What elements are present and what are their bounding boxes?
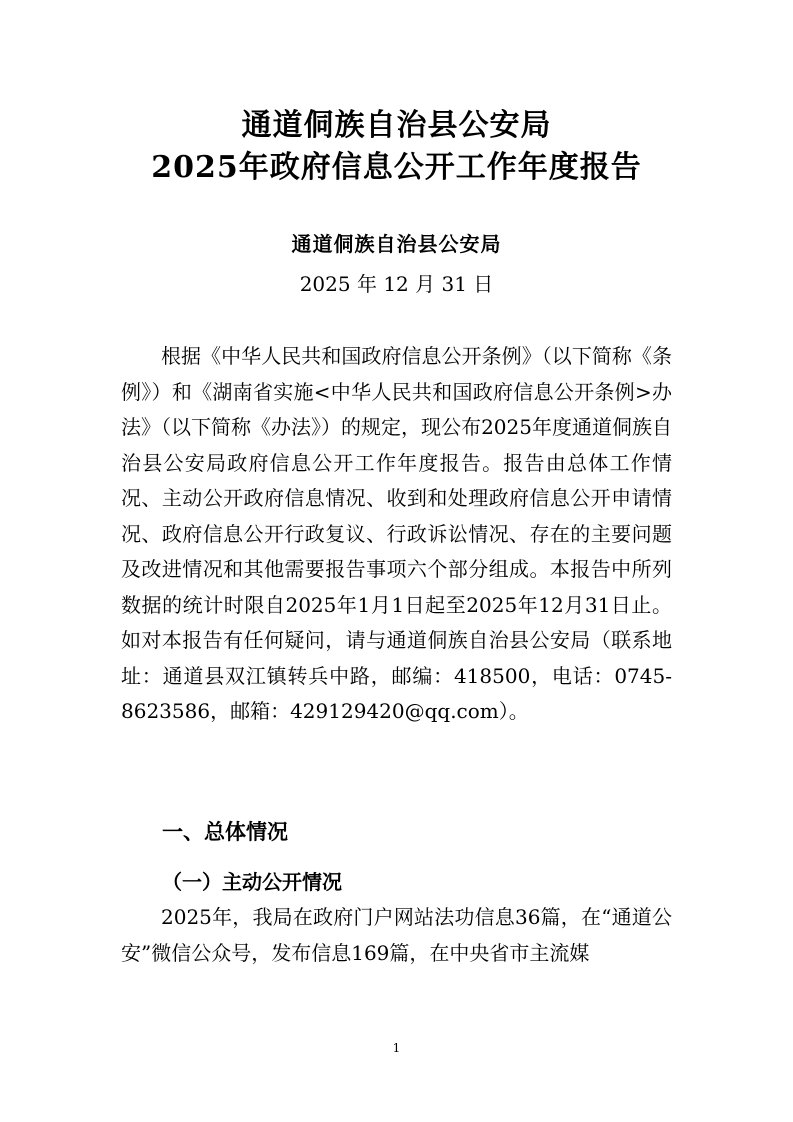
- document-title-line-2: 2025年政府信息公开工作年度报告: [151, 150, 642, 185]
- issuing-organization: 通道侗族自治县公安局: [291, 232, 502, 256]
- section-heading-overview: 一、总体情况: [162, 820, 288, 844]
- issue-date: 2025 年 12 月 31 日: [299, 272, 494, 296]
- intro-paragraph: 根据《中华人民共和国政府信息公开条例》（以下简称《条例》）和《湖南省实施<中华人民共和国政府信息公开条例>办法》（以下简称《办法》）的规定，现公布2025年度通道侗族自治县公安局政府信息公开工作年度报告。报告由总体工作情况、主动公开政府信息情况、收到和处理政府信息公开申请情况、政府信息公开行政复议、行政诉讼情况、存在的主要问题及改进情况和其他需要报告事项六个部分组成。本报告中所列数据的统计时限自2025年1月1日起至2025年12月31日止。如对本报告有任何疑问，请与通道侗族自治县公安局（联系地址：通道县双江镇转兵中路，邮编：418500，电话：0745-8623586，邮箱：429129420@qq.com）。: [121, 344, 672, 723]
- subsection-heading-proactive-disclosure: （一）主动公开情况: [162, 870, 342, 894]
- proactive-disclosure-paragraph: 2025年，我局在政府门户网站法功信息36篇，在“通道公安”微信公众号，发布信息169篇，在中央省市主流媒: [121, 905, 672, 965]
- document-title-line-1: 通道侗族自治县公安局: [241, 108, 552, 143]
- page-number: 1: [392, 1041, 401, 1055]
